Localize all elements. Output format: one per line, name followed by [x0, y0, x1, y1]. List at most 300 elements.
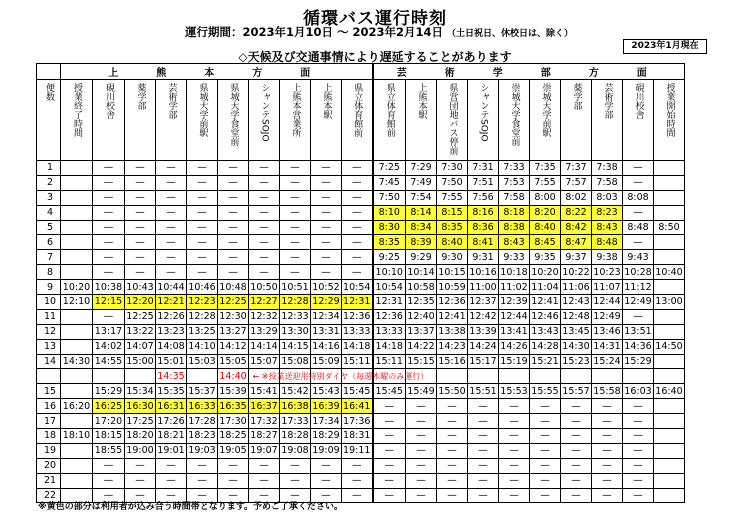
time-cell	[125, 369, 156, 384]
col-header-label: 芸術学部	[166, 83, 177, 119]
time-cell: —	[156, 473, 187, 488]
time-cell: 16:38	[281, 400, 309, 412]
time-cell	[61, 324, 93, 339]
time-cell: 14:30	[61, 354, 93, 369]
time-cell: 16:35	[219, 400, 247, 412]
time-cell: 18:31	[342, 429, 373, 444]
time-cell: —	[187, 473, 218, 488]
time-cell: 8:22	[561, 205, 592, 220]
time-cell: —	[623, 399, 654, 414]
time-cell: 14:36	[624, 341, 652, 353]
time-cell: —	[187, 190, 218, 205]
time-cell: —	[373, 399, 406, 414]
time-cell: —	[249, 265, 280, 280]
time-cell: 10:40	[655, 266, 683, 278]
time-cell: —	[623, 161, 654, 176]
time-cell: —	[93, 473, 125, 488]
time-cell: 15:19	[500, 356, 528, 368]
time-cell	[61, 190, 93, 205]
time-cell: —	[373, 414, 406, 429]
time-cell	[187, 369, 218, 384]
time-cell: —	[406, 443, 437, 458]
time-cell: 7:58	[499, 190, 530, 205]
stop-header-row	[37, 80, 685, 161]
time-cell	[561, 369, 592, 384]
time-cell: 16:03	[624, 385, 652, 397]
weather-notice: ◇天候及び交通事情により遅延することがあります	[238, 50, 512, 64]
time-cell: 14:18	[342, 339, 373, 354]
time-cell: 7:35	[530, 161, 561, 176]
time-cell: 18:27	[250, 430, 278, 442]
time-cell: 13:25	[188, 326, 216, 338]
time-cell: 11:00	[469, 281, 497, 293]
time-cell	[61, 473, 93, 488]
time-cell: 7:29	[406, 161, 437, 176]
operation-period	[185, 24, 573, 40]
time-cell: 18:25	[219, 430, 247, 442]
col-header-right-7	[592, 80, 623, 161]
time-cell: 13:38	[438, 326, 466, 338]
time-cell: 7:54	[406, 190, 437, 205]
time-cell: —	[218, 473, 249, 488]
time-cell: 12:46	[531, 311, 559, 323]
time-cell: —	[342, 190, 373, 205]
time-cell: 15:50	[438, 385, 466, 397]
time-cell: —	[592, 414, 623, 429]
col-header-label: シャンテSOJO	[478, 83, 489, 142]
time-cell: 9:33	[499, 250, 530, 265]
time-cell: —	[218, 458, 249, 473]
time-cell: 13:23	[157, 326, 185, 338]
time-cell: 14:28	[531, 341, 559, 353]
time-cell: —	[93, 175, 125, 190]
time-cell	[499, 369, 530, 384]
time-cell: 15:45	[342, 384, 373, 399]
time-cell: 12:42	[469, 311, 497, 323]
time-cell: —	[342, 265, 373, 280]
time-cell: 16:20	[61, 399, 93, 414]
time-cell: 11:04	[531, 281, 559, 293]
time-cell: 8:50	[654, 220, 685, 235]
time-cell	[654, 443, 685, 458]
time-cell	[61, 458, 93, 473]
time-cell: —	[499, 488, 530, 503]
time-cell: 12:23	[188, 296, 216, 308]
time-cell: 8:15	[437, 205, 468, 220]
timetable-row	[37, 429, 685, 444]
time-cell: —	[468, 399, 499, 414]
time-cell: 12:49	[624, 296, 652, 308]
bin-number: 20	[37, 458, 61, 473]
time-cell: —	[437, 429, 468, 444]
timetable-row	[37, 205, 685, 220]
time-cell	[61, 309, 93, 324]
timetable-row	[37, 220, 685, 235]
time-cell: 16:39	[312, 400, 340, 412]
time-cell: 15:17	[469, 356, 497, 368]
time-cell: 18:20	[126, 430, 154, 442]
time-cell	[654, 473, 685, 488]
time-cell: —	[187, 220, 218, 235]
timetable	[36, 63, 685, 503]
time-cell: 15:53	[500, 385, 528, 397]
time-cell: —	[156, 205, 187, 220]
time-cell: 15:11	[342, 354, 373, 369]
time-cell: 8:35	[437, 220, 468, 235]
time-cell: 8:40	[437, 235, 468, 250]
time-cell: 12:36	[438, 296, 466, 308]
time-cell: 12:36	[373, 309, 406, 324]
time-cell: —	[280, 250, 311, 265]
time-cell: —	[218, 250, 249, 265]
time-cell: —	[187, 205, 218, 220]
time-cell: 14:10	[188, 341, 216, 353]
time-cell: —	[561, 399, 592, 414]
time-cell: 19:08	[281, 445, 309, 457]
direction-left: 上 熊 本 方 面	[61, 64, 373, 80]
time-cell: 7:30	[437, 161, 468, 176]
time-cell: —	[499, 458, 530, 473]
time-cell: 15:16	[438, 356, 466, 368]
time-cell: —	[93, 220, 125, 235]
time-cell: 14:15	[281, 341, 309, 353]
col-header-label: 硯川校舎	[104, 83, 114, 119]
time-cell: —	[530, 399, 561, 414]
time-cell: 18:55	[93, 443, 125, 458]
col-header-right-9	[654, 80, 685, 161]
bin-number: 2	[37, 175, 61, 190]
time-cell: 7:31	[468, 161, 499, 176]
time-cell	[61, 414, 93, 429]
time-cell: 17:34	[312, 415, 340, 427]
time-cell: —	[187, 161, 218, 176]
time-cell: 19:00	[126, 445, 154, 457]
col-header-left-5	[218, 80, 249, 161]
col-header-bin	[37, 80, 61, 161]
time-cell	[61, 235, 93, 250]
time-cell: 8:34	[406, 220, 437, 235]
time-cell: 10:54	[342, 280, 373, 295]
time-cell: 18:29	[312, 430, 340, 442]
time-cell: —	[125, 473, 156, 488]
time-cell: 10:59	[438, 281, 466, 293]
time-cell: —	[311, 458, 342, 473]
time-cell: 13:43	[531, 326, 559, 338]
time-cell: 18:15	[93, 429, 125, 444]
time-cell: 8:36	[468, 220, 499, 235]
bin-number: 11	[37, 309, 61, 324]
time-cell: 8:35	[373, 235, 406, 250]
timetable-row	[37, 190, 685, 205]
time-cell: 8:03	[592, 190, 623, 205]
time-cell: —	[311, 250, 342, 265]
time-cell	[654, 205, 685, 220]
time-cell: 12:39	[500, 296, 528, 308]
time-cell: 10:18	[500, 266, 528, 278]
time-cell: —	[249, 190, 280, 205]
time-cell	[61, 443, 93, 458]
direction-right: 芸 術 学 部 方 面	[373, 64, 685, 80]
time-cell: —	[218, 190, 249, 205]
time-cell: 9:31	[468, 250, 499, 265]
bin-number: 8	[37, 265, 61, 280]
time-cell: 14:18	[373, 339, 406, 354]
timetable-row	[37, 458, 685, 473]
time-cell: 15:35	[157, 385, 185, 397]
time-cell: —	[125, 175, 156, 190]
time-cell: 10:50	[250, 281, 278, 293]
bin-number: 5	[37, 220, 61, 235]
time-cell: —	[218, 205, 249, 220]
time-cell: —	[623, 458, 654, 473]
time-cell: —	[93, 205, 125, 220]
time-cell: —	[561, 414, 592, 429]
col-header-label: 県営団地バス停前	[447, 83, 458, 155]
time-cell: 7:56	[468, 190, 499, 205]
time-cell: —	[499, 473, 530, 488]
time-cell: 14:50	[655, 341, 683, 353]
time-cell: 8:41	[468, 235, 499, 250]
time-cell: 16:30	[126, 400, 154, 412]
time-cell: 8:48	[592, 235, 623, 250]
time-cell: 10:20	[61, 280, 93, 295]
time-cell: —	[499, 443, 530, 458]
time-cell: 12:21	[157, 296, 185, 308]
time-cell: 10:20	[531, 266, 559, 278]
time-cell: 13:37	[407, 326, 435, 338]
time-cell: 19:07	[250, 445, 278, 457]
time-cell: 12:20	[126, 296, 154, 308]
time-cell: 9:30	[437, 250, 468, 265]
time-cell: 10:54	[373, 280, 406, 295]
col-header-right-8	[623, 80, 654, 161]
time-cell: 11:06	[562, 281, 590, 293]
time-cell: 14:30	[562, 341, 590, 353]
timetable-row	[37, 250, 685, 265]
time-cell: —	[342, 473, 373, 488]
time-cell: —	[187, 175, 218, 190]
time-cell: 15:41	[250, 385, 278, 397]
time-cell: 10:16	[469, 266, 497, 278]
time-cell: 14:23	[438, 341, 466, 353]
time-cell: —	[156, 488, 187, 503]
time-cell: —	[249, 458, 280, 473]
time-cell: —	[623, 235, 654, 250]
time-cell: —	[125, 190, 156, 205]
time-cell: 8:02	[561, 190, 592, 205]
time-cell: 16:31	[157, 400, 185, 412]
time-cell: —	[125, 235, 156, 250]
col-header-label: 県立体育館前	[384, 83, 395, 137]
time-cell: 14:16	[312, 341, 340, 353]
time-cell: 15:05	[219, 356, 247, 368]
time-cell: —	[406, 458, 437, 473]
time-cell: —	[592, 399, 623, 414]
time-cell: 12:15	[93, 295, 125, 310]
time-cell: —	[530, 429, 561, 444]
time-cell: —	[156, 235, 187, 250]
time-cell: —	[311, 161, 342, 176]
time-cell: 7:51	[468, 175, 499, 190]
time-cell: 14:07	[126, 341, 154, 353]
col-header-label: 授業開始時間	[664, 83, 675, 137]
time-cell: 9:43	[623, 250, 654, 265]
time-cell: —	[280, 175, 311, 190]
timetable-row	[37, 399, 685, 414]
time-cell: —	[561, 488, 592, 503]
bin-number: 1	[37, 161, 61, 176]
time-cell: —	[373, 488, 406, 503]
time-cell: 18:28	[281, 430, 309, 442]
time-cell: —	[437, 458, 468, 473]
col-header-left-6	[249, 80, 280, 161]
bin-number: 19	[37, 443, 61, 458]
time-cell: 13:39	[469, 326, 497, 338]
time-cell: 16:33	[188, 400, 216, 412]
col-header-label: 県城大学前駅	[197, 83, 208, 137]
col-header-label: 県城大学食堂前	[228, 83, 239, 146]
time-cell: —	[499, 429, 530, 444]
col-header-right-0	[373, 80, 406, 161]
time-cell: 17:30	[219, 415, 247, 427]
col-header-label: シャンテSOJO	[259, 83, 270, 142]
time-cell: —	[280, 265, 311, 280]
time-cell: —	[249, 205, 280, 220]
time-cell: 15:58	[593, 385, 621, 397]
time-cell: —	[530, 414, 561, 429]
time-cell: 16:41	[342, 399, 373, 414]
time-cell: —	[187, 265, 218, 280]
time-cell: —	[592, 488, 623, 503]
time-cell: —	[218, 220, 249, 235]
bin-number: 15	[37, 384, 61, 399]
time-cell: 17:33	[281, 415, 309, 427]
time-cell: —	[280, 473, 311, 488]
time-cell: —	[125, 205, 156, 220]
time-cell	[530, 369, 561, 384]
time-cell: 7:58	[592, 175, 623, 190]
period-text: 運行期間：2023年1月10日 〜 2023年2月14日	[185, 25, 444, 39]
time-cell	[61, 161, 93, 176]
time-cell: —	[93, 161, 125, 176]
time-cell: —	[218, 265, 249, 280]
time-cell: 14:24	[469, 341, 497, 353]
time-cell: 14:26	[500, 341, 528, 353]
time-cell: —	[468, 443, 499, 458]
col-header-right-6	[561, 80, 592, 161]
time-cell: 18:10	[61, 429, 93, 444]
time-cell: 8:23	[592, 205, 623, 220]
time-cell	[654, 235, 685, 250]
col-header-label: 薬学部	[571, 83, 582, 110]
time-cell: 12:49	[593, 311, 621, 323]
time-cell: 15:23	[562, 356, 590, 368]
time-cell: 8:00	[530, 190, 561, 205]
time-cell: 9:38	[592, 250, 623, 265]
time-cell: —	[468, 473, 499, 488]
time-cell: 11:02	[500, 281, 528, 293]
time-cell: 19:11	[342, 443, 373, 458]
time-cell	[61, 175, 93, 190]
time-cell	[61, 265, 93, 280]
time-cell	[654, 354, 685, 369]
time-cell: —	[280, 161, 311, 176]
time-cell: —	[280, 235, 311, 250]
time-cell: 8:48	[623, 220, 654, 235]
time-cell	[654, 250, 685, 265]
time-cell: —	[623, 205, 654, 220]
time-cell: 14:22	[407, 341, 435, 353]
time-cell: —	[218, 235, 249, 250]
time-cell: —	[280, 220, 311, 235]
col-header-label: 硯川校舎	[633, 83, 644, 119]
time-cell: —	[280, 458, 311, 473]
col-header-left-1	[93, 80, 125, 161]
time-cell: 12:31	[373, 295, 406, 310]
bin-number: 22	[37, 488, 61, 503]
time-cell: —	[93, 190, 125, 205]
time-cell: —	[125, 265, 156, 280]
bin-number: 4	[37, 205, 61, 220]
time-cell: —	[125, 458, 156, 473]
timetable-row	[37, 309, 685, 324]
time-cell	[61, 339, 93, 354]
time-cell	[592, 369, 623, 384]
time-cell: —	[468, 429, 499, 444]
col-header-left-8	[311, 80, 342, 161]
time-cell: 8:43	[592, 220, 623, 235]
time-cell: —	[373, 429, 406, 444]
time-cell: 11:07	[593, 281, 621, 293]
time-cell: 12:33	[281, 311, 309, 323]
time-cell: 15:11	[373, 354, 406, 369]
time-cell: —	[311, 175, 342, 190]
time-cell: 14:35	[157, 370, 185, 382]
time-cell: 15:45	[373, 384, 406, 399]
time-cell	[654, 280, 685, 295]
time-cell: —	[311, 190, 342, 205]
time-cell: —	[218, 161, 249, 176]
time-cell: 10:28	[624, 266, 652, 278]
time-cell: 12:26	[157, 311, 185, 323]
time-cell: 14:40	[219, 370, 247, 382]
time-cell: —	[187, 488, 218, 503]
col-header-left-0	[61, 80, 93, 161]
time-cell: 17:20	[93, 414, 125, 429]
time-cell: —	[530, 443, 561, 458]
time-cell: —	[468, 414, 499, 429]
time-cell: —	[218, 488, 249, 503]
time-cell	[654, 399, 685, 414]
timetable-row	[37, 235, 685, 250]
time-cell: —	[499, 399, 530, 414]
time-cell: 7:25	[373, 161, 406, 176]
time-cell: 15:51	[469, 385, 497, 397]
time-cell: —	[342, 205, 373, 220]
time-cell: —	[187, 235, 218, 250]
time-cell: 13:27	[219, 326, 247, 338]
time-cell: 10:46	[188, 281, 216, 293]
time-cell: 12:34	[312, 311, 340, 323]
time-cell: 13:51	[624, 326, 652, 338]
time-cell: 13:22	[126, 326, 154, 338]
time-cell: 8:42	[561, 220, 592, 235]
time-cell	[61, 369, 93, 384]
time-cell: —	[342, 235, 373, 250]
time-cell: 15:34	[126, 385, 154, 397]
time-cell: —	[249, 235, 280, 250]
time-cell: —	[623, 414, 654, 429]
